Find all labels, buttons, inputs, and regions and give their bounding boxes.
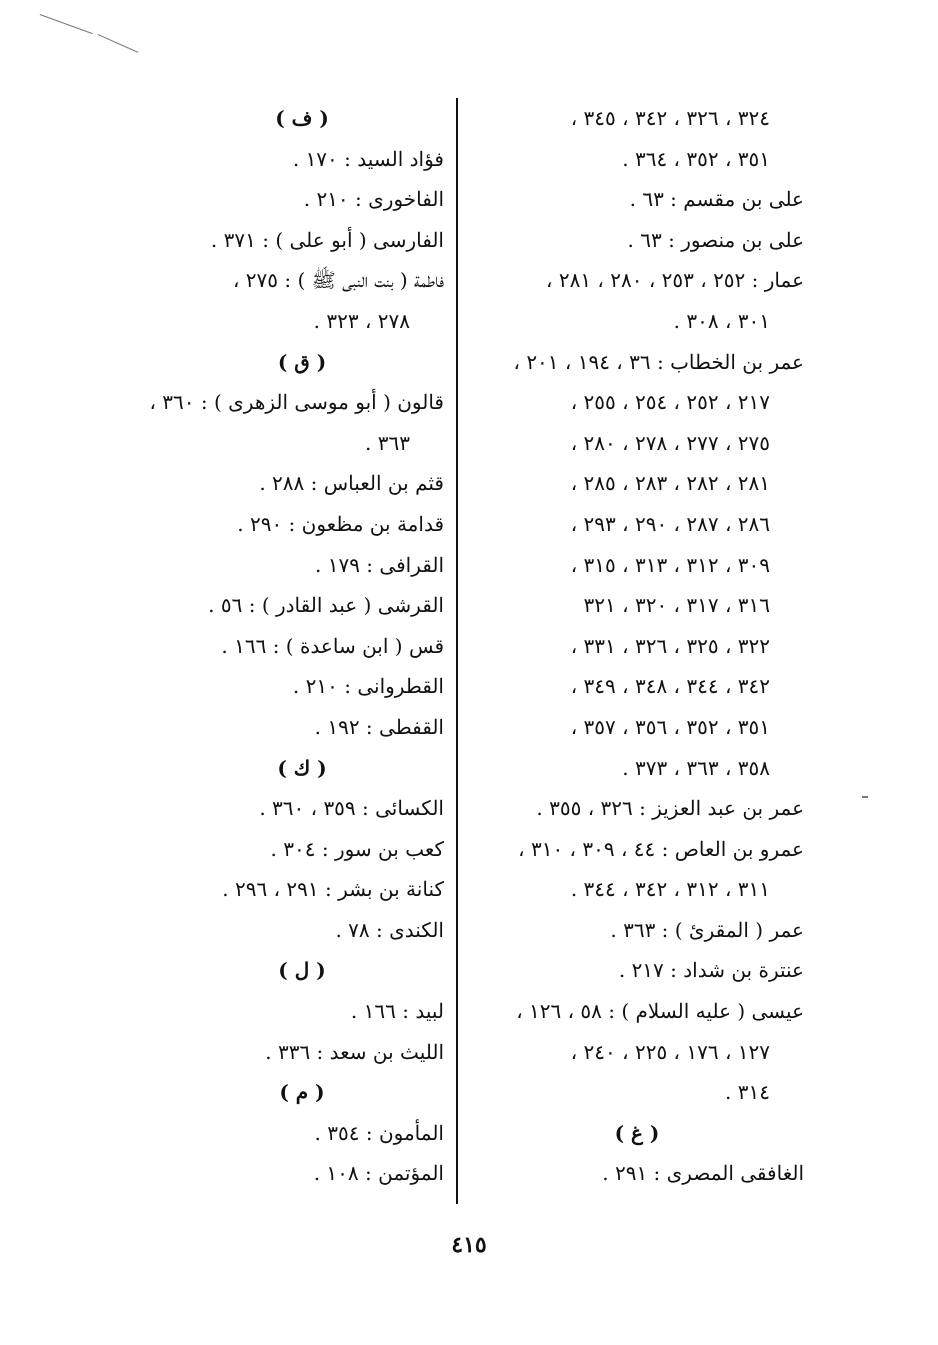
scan-mark bbox=[98, 34, 139, 53]
index-entry-continuation: ٣٦٣ . bbox=[365, 430, 410, 455]
index-entry: عمر ( المقرئ ) : ٣٦٣ . bbox=[610, 917, 804, 942]
column-divider bbox=[456, 98, 458, 1204]
index-entry: لبيد : ١٦٦ . bbox=[350, 999, 444, 1024]
index-entry: على بن منصور : ٦٣ . bbox=[627, 227, 804, 252]
index-entry: عمرو بن العاص : ٤٤ ، ٣٠٩ ، ٣١٠ ، bbox=[518, 836, 804, 861]
index-entry: المأمون : ٣٥٤ . bbox=[314, 1120, 444, 1145]
index-entry-continuation: ٣٥٨ ، ٣٦٣ ، ٣٧٣ . bbox=[622, 755, 770, 780]
index-entry: قدامة بن مظعون : ٢٩٠ . bbox=[237, 511, 444, 536]
index-entry: على بن مقسم : ٦٣ . bbox=[629, 187, 804, 212]
index-entry: الفاخورى : ٢١٠ . bbox=[303, 187, 444, 212]
index-entry: كنانة بن بشر : ٢٩١ ، ٢٩٦ . bbox=[222, 877, 444, 902]
index-entry-continuation: ٢٧٨ ، ٣٢٣ . bbox=[313, 308, 410, 333]
index-entry: عمر بن عبد العزيز : ٣٢٦ ، ٣٥٥ . bbox=[536, 796, 804, 821]
index-entry: القطروانى : ٢١٠ . bbox=[292, 674, 444, 699]
index-column-right bbox=[470, 98, 804, 1194]
index-entry: عمر بن الخطاب : ٣٦ ، ١٩٤ ، ٢٠١ ، bbox=[513, 349, 804, 374]
section-letter-heading: ( ك ) bbox=[277, 755, 327, 780]
page-number: ٤١٥ bbox=[451, 1232, 487, 1258]
index-entry: فؤاد السيد : ١٧٠ . bbox=[292, 146, 444, 171]
index-entry: عنترة بن شداد : ٢١٧ . bbox=[618, 958, 804, 983]
index-entry-continuation: ١٢٧ ، ١٧٦ ، ٢٢٥ ، ٢٤٠ ، bbox=[570, 1039, 770, 1064]
index-entry: قثم بن العباس : ٢٨٨ . bbox=[259, 471, 444, 496]
index-entry-continuation: ٣٢٢ ، ٣٢٥ ، ٣٢٦ ، ٣٣١ ، bbox=[570, 633, 770, 658]
index-entry: الغافقى المصرى : ٢٩١ . bbox=[602, 1161, 804, 1186]
index-entry: قالون ( أبو موسى الزهرى ) : ٣٦٠ ، bbox=[149, 390, 444, 415]
index-entry: الليث بن سعد : ٣٣٦ . bbox=[265, 1039, 444, 1064]
index-entry-continuation: ٣٠٩ ، ٣١٢ ، ٣١٣ ، ٣١٥ ، bbox=[570, 552, 770, 577]
index-entry-continuation: ٢١٧ ، ٢٥٢ ، ٢٥٤ ، ٢٥٥ ، bbox=[570, 390, 770, 415]
index-entry-continuation: ٣١٤ . bbox=[725, 1080, 770, 1105]
index-entry: القرشى ( عبد القادر ) : ٥٦ . bbox=[208, 593, 444, 618]
index-entry: عيسى ( عليه السلام ) : ٥٨ ، ١٢٦ ، bbox=[516, 999, 804, 1024]
index-entry-continuation: ٢٧٥ ، ٢٧٧ ، ٢٧٨ ، ٢٨٠ ، bbox=[570, 430, 770, 455]
index-entry-continuation: ٢٨٦ ، ٢٨٧ ، ٢٩٠ ، ٢٩٣ ، bbox=[570, 511, 770, 536]
index-entry: المؤتمن : ١٠٨ . bbox=[313, 1161, 444, 1186]
index-entry: الفارسى ( أبو على ) : ٣٧١ . bbox=[210, 227, 444, 252]
index-column-left bbox=[149, 98, 444, 1194]
index-entry: القفطى : ١٩٢ . bbox=[314, 714, 444, 739]
section-letter-heading: ( ل ) bbox=[278, 958, 326, 983]
index-entry-continuation: ٣١١ ، ٣١٢ ، ٣٤٢ ، ٣٤٤ . bbox=[570, 877, 770, 902]
index-entry-continuation: ٣٤٢ ، ٣٤٤ ، ٣٤٨ ، ٣٤٩ ، bbox=[570, 674, 770, 699]
section-letter-heading: ( ق ) bbox=[277, 349, 327, 374]
scan-mark bbox=[40, 14, 93, 34]
index-entry-continuation: ٢٨١ ، ٢٨٢ ، ٢٨٣ ، ٢٨٥ ، bbox=[570, 471, 770, 496]
section-letter-heading: ( ف ) bbox=[275, 106, 329, 130]
section-letter-heading: ( م ) bbox=[279, 1080, 325, 1105]
index-entry-continuation: ٣١٦ ، ٣١٧ ، ٣٢٠ ، ٣٢١ bbox=[583, 593, 770, 618]
index-entry-continuation: ٣٥١ ، ٣٥٢ ، ٣٥٦ ، ٣٥٧ ، bbox=[570, 714, 770, 739]
index-entry: القرافى : ١٧٩ . bbox=[315, 552, 444, 577]
scan-mark bbox=[862, 796, 868, 798]
index-entry-continuation: ٣٢٤ ، ٣٢٦ ، ٣٤٢ ، ٣٤٥ ، bbox=[570, 106, 770, 130]
index-entry: قس ( ابن ساعدة ) : ١٦٦ . bbox=[221, 633, 444, 658]
index-entry: عمار : ٢٥٢ ، ٢٥٣ ، ٢٨٠ ، ٢٨١ ، bbox=[546, 268, 804, 293]
index-entry: الكندى : ٧٨ . bbox=[335, 917, 444, 942]
index-entry-continuation: ٣٥١ ، ٣٥٢ ، ٣٦٤ . bbox=[622, 146, 770, 171]
index-entry-continuation: ٣٠١ ، ٣٠٨ . bbox=[673, 308, 770, 333]
index-entry: فاطمة ( بنت النبى ﷺ ) : ٢٧٥ ، bbox=[232, 268, 444, 293]
index-entry: الكسائى : ٣٥٩ ، ٣٦٠ . bbox=[259, 796, 444, 821]
index-entry: كعب بن سور : ٣٠٤ . bbox=[270, 836, 444, 861]
section-letter-heading: ( غ ) bbox=[614, 1120, 660, 1145]
